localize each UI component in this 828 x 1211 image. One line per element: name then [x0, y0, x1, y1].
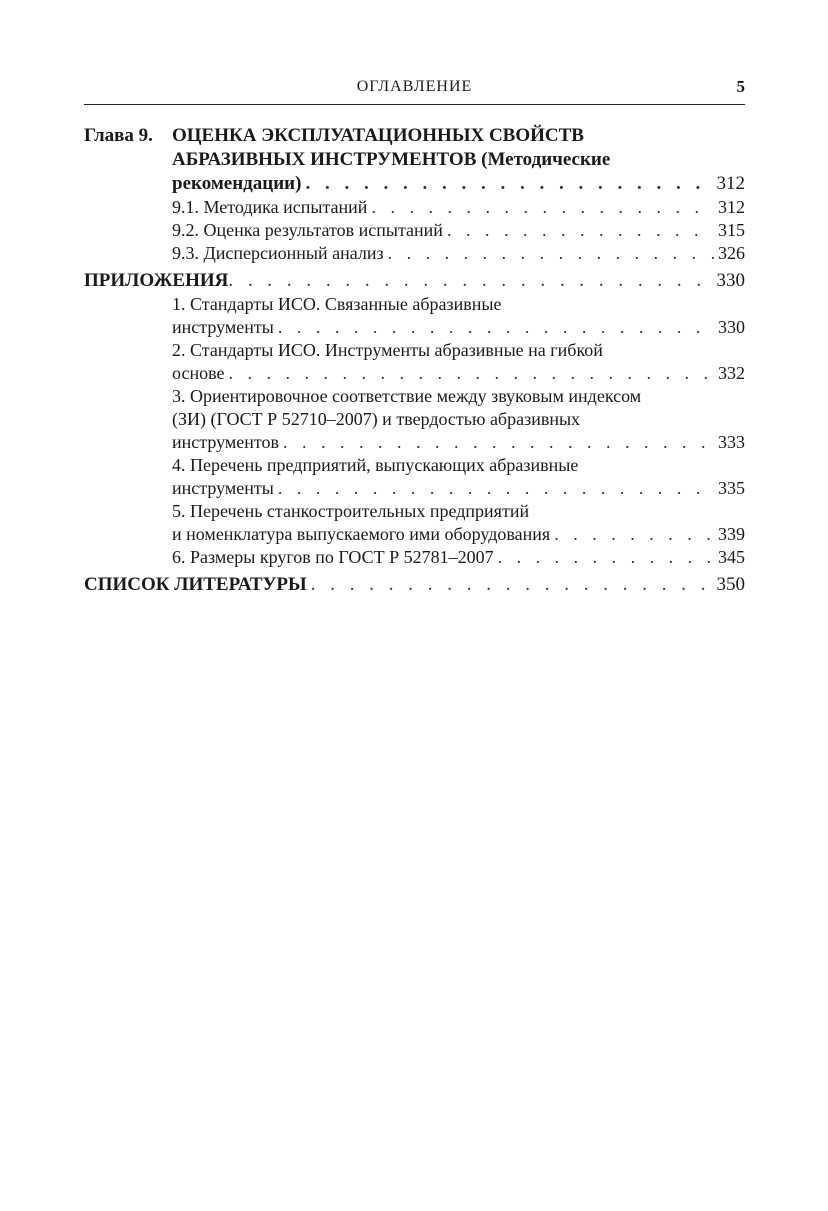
bibliography-page: 350 [716, 574, 745, 595]
toc-appendix-6[interactable] [84, 546, 745, 569]
dot-leader [447, 219, 714, 242]
appendix-page: 333 [718, 432, 745, 452]
dot-leader [311, 573, 713, 597]
toc-appendix-3[interactable] [84, 385, 745, 454]
appendix-title-last-line: инструменты [172, 317, 274, 337]
dot-leader [278, 316, 714, 339]
appendices-page: 330 [716, 270, 745, 291]
dot-leader [283, 431, 714, 454]
dot-leader [371, 196, 714, 219]
toc-appendix-2[interactable] [84, 339, 745, 385]
appendix-title-line: 5. Перечень станкостроительных предприятий [172, 501, 530, 521]
chapter-title-last-line [172, 172, 745, 196]
appendix-page: 335 [718, 478, 745, 498]
dot-leader [228, 269, 712, 293]
appendix-title-line: 1. Стандарты ИСО. Связанные абразивные [172, 294, 502, 314]
subsection-title: 9.1. Методика испытаний [172, 197, 368, 217]
appendix-title-line: 2. Стандарты ИСО. Инструменты абразивные на гибкой [172, 340, 603, 360]
chapter-title-line-1: ОЦЕНКА ЭКСПЛУАТАЦИОННЫХ СВОЙСТВ [172, 125, 584, 146]
appendix-title-last-line: и номенклатура выпускаемого ими оборудования [172, 524, 551, 544]
appendices-title: ПРИЛОЖЕНИЯ [84, 270, 229, 291]
toc-subsection-9-1[interactable] [84, 196, 745, 219]
appendix-title-line: (ЗИ) (ГОСТ Р 52710–2007) и твердостью абразивных [172, 409, 581, 429]
page-number: 5 [736, 77, 745, 96]
dot-leader [228, 362, 714, 385]
dot-leader [278, 477, 714, 500]
toc-appendix-1[interactable] [84, 293, 745, 339]
running-title: ОГЛАВЛЕНИЕ [356, 78, 473, 95]
subsection-title: 9.2. Оценка результатов испытаний [172, 220, 443, 240]
dot-leader [554, 523, 714, 546]
appendix-title-line: 3. Ориентировочное соответствие между звуковым индексом [172, 386, 642, 406]
dot-leader [388, 242, 714, 265]
chapter-title [172, 124, 745, 196]
appendix-page: 345 [718, 547, 745, 567]
appendix-title-last-line: основе [172, 363, 225, 383]
dot-leader [498, 546, 714, 569]
toc-appendix-5[interactable] [84, 500, 745, 546]
toc-subsection-9-3[interactable] [84, 242, 745, 265]
toc-bibliography[interactable] [84, 573, 745, 597]
appendix-title-last-line: инструментов [172, 432, 280, 452]
subsection-page: 312 [718, 197, 745, 217]
chapter-label: Глава 9. [84, 125, 153, 146]
appendix-page: 330 [718, 317, 745, 337]
running-head [84, 78, 745, 105]
chapter-title-line-3: рекомендации) [172, 173, 302, 194]
subsection-title: 9.3. Дисперсионный анализ [172, 243, 384, 263]
appendix-title-last-line: инструменты [172, 478, 274, 498]
toc-appendices[interactable] [84, 269, 745, 293]
toc-page [84, 78, 745, 597]
subsection-page: 315 [718, 220, 745, 240]
appendix-title-line: 4. Перечень предприятий, выпускающих абразивные [172, 455, 579, 475]
toc-appendix-4[interactable] [84, 454, 745, 500]
bibliography-title: СПИСОК ЛИТЕРАТУРЫ [84, 574, 307, 595]
toc-subsection-9-2[interactable] [84, 219, 745, 242]
subsection-page: 326 [718, 243, 745, 263]
toc-chapter-9[interactable] [84, 124, 745, 196]
dot-leader [305, 172, 712, 196]
appendix-page: 339 [718, 524, 745, 544]
chapter-page: 312 [716, 173, 745, 194]
table-of-contents [84, 124, 745, 597]
appendix-title-last-line: 6. Размеры кругов по ГОСТ Р 52781–2007 [172, 547, 494, 567]
chapter-title-line-2: АБРАЗИВНЫХ ИНСТРУМЕНТОВ (Методические [172, 149, 611, 170]
appendix-page: 332 [718, 363, 745, 383]
